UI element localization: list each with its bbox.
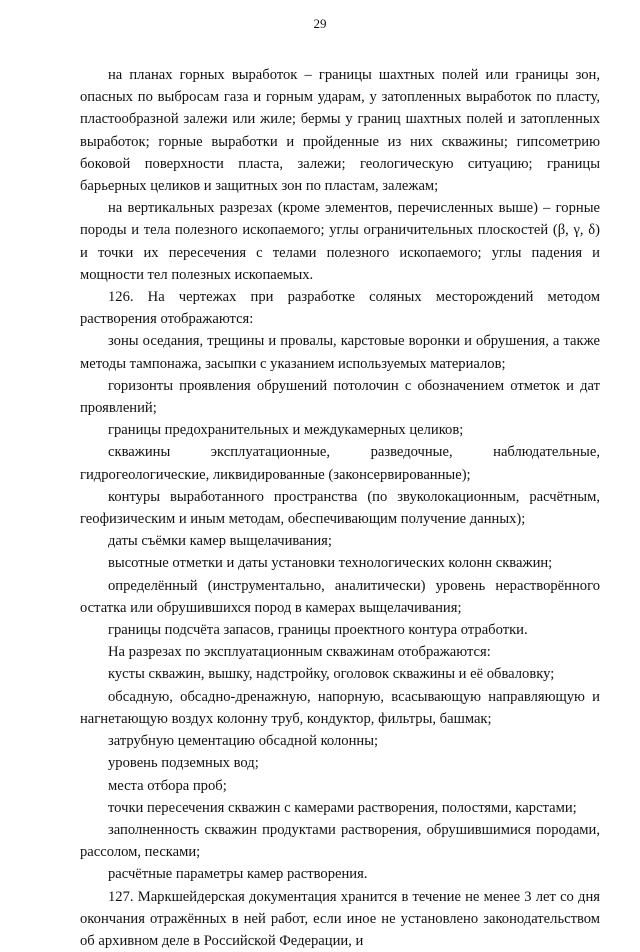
paragraph-well-clusters: кусты скважин, вышку, надстройку, оголовок скважины и её обваловку; [108, 666, 555, 683]
document-body [80, 64, 600, 952]
paragraph-groundwater-level: уровень подземных вод; [108, 755, 259, 772]
paragraph-annular-cementing: затрубную цементацию обсадной колонны; [108, 733, 379, 750]
paragraph-subsidence-zones: зоны оседания, трещины и провалы, карстовые воронки и обрушения, а также методы тампонажа, засыпки с указанием используемых материалов; [80, 333, 600, 372]
paragraph-collapse-horizons: горизонты проявления обрушений потолочин с обозначением отметок и дат проявлений; [80, 377, 600, 417]
paragraph-item-127: 127. Маркшейдерская документация хранится в течение не менее 3 лет со дня окончания отражённых в ней работ, если иное не установлено законодательством об архивном деле в Российской Федерации, и [80, 888, 600, 949]
paragraph-item-126: 126. На чертежах при разработке соляных месторождений методом растворения отображаются: [80, 289, 600, 328]
paragraph-vertical-sections: на вертикальных разрезах (кроме элементов, перечисленных выше) – горные породы и тела полезного ископаемого; углы ограничительных плоскостей (β, γ, δ) и точки их пересечения с телами полезного ископаемого; углы падения и мощности тел полезных ископаемых. [80, 200, 600, 283]
paragraph-survey-dates: даты съёмки камер выщелачивания; [108, 533, 332, 550]
paragraph-sampling-points: места отбора проб; [108, 777, 227, 794]
paragraph-intersection-points: точки пересечения скважин с камерами растворения, полостями, карстами; [108, 799, 577, 816]
paragraph-casing-elevations: высотные отметки и даты установки технологических колонн скважин; [108, 555, 553, 572]
paragraph-pillar-boundaries: границы предохранительных и междукамерных целиков; [108, 422, 464, 439]
paragraph-residue-level: определённый (инструментально, аналитически) уровень нерастворённого остатка или обрушившихся пород в камерах выщелачивания; [80, 577, 600, 616]
paragraph-mined-space-contours: контуры выработанного пространства (по звуколокационным, расчётным, геофизическим и иным методам, обеспечивающим получение данных); [80, 488, 600, 528]
page-number: 29 [313, 16, 327, 31]
paragraph-reserve-boundaries: границы подсчёта запасов, границы проектного контура отработки. [108, 622, 528, 639]
paragraph-casing-strings: обсадную, обсадно-дренажную, напорную, всасывающую направляющую и нагнетающую воздух колонну труб, кондуктор, фильтры, башмак; [80, 688, 600, 727]
paragraph-wells: скважины эксплуатационные, разведочные, наблюдательные, гидрогеологические, ликвидированные (законсервированные); [80, 444, 600, 483]
paragraph-well-fill: заполненность скважин продуктами растворения, обрушившимися породами, рассолом, песками; [80, 821, 600, 861]
paragraph-production-well-sections: На разрезах по эксплуатационным скважинам отображаются: [108, 644, 491, 661]
paragraph-chamber-parameters: расчётные параметры камер растворения. [108, 866, 368, 883]
paragraph-mine-workings-plans: на планах горных выработок – границы шахтных полей или границы зон, опасных по выбросам газа и горным ударам, у затопленных выработок по пласту, пластообразной залежи или жиле; бермы у границ шахтных полей и затопленных выработок; горные выработки и пройденные из них скважины; гипсометрию боковой поверхности пласта, залежи; геологическую ситуацию; границы барьерных целиков и защитных зон по пластам, залежам; [80, 67, 600, 195]
